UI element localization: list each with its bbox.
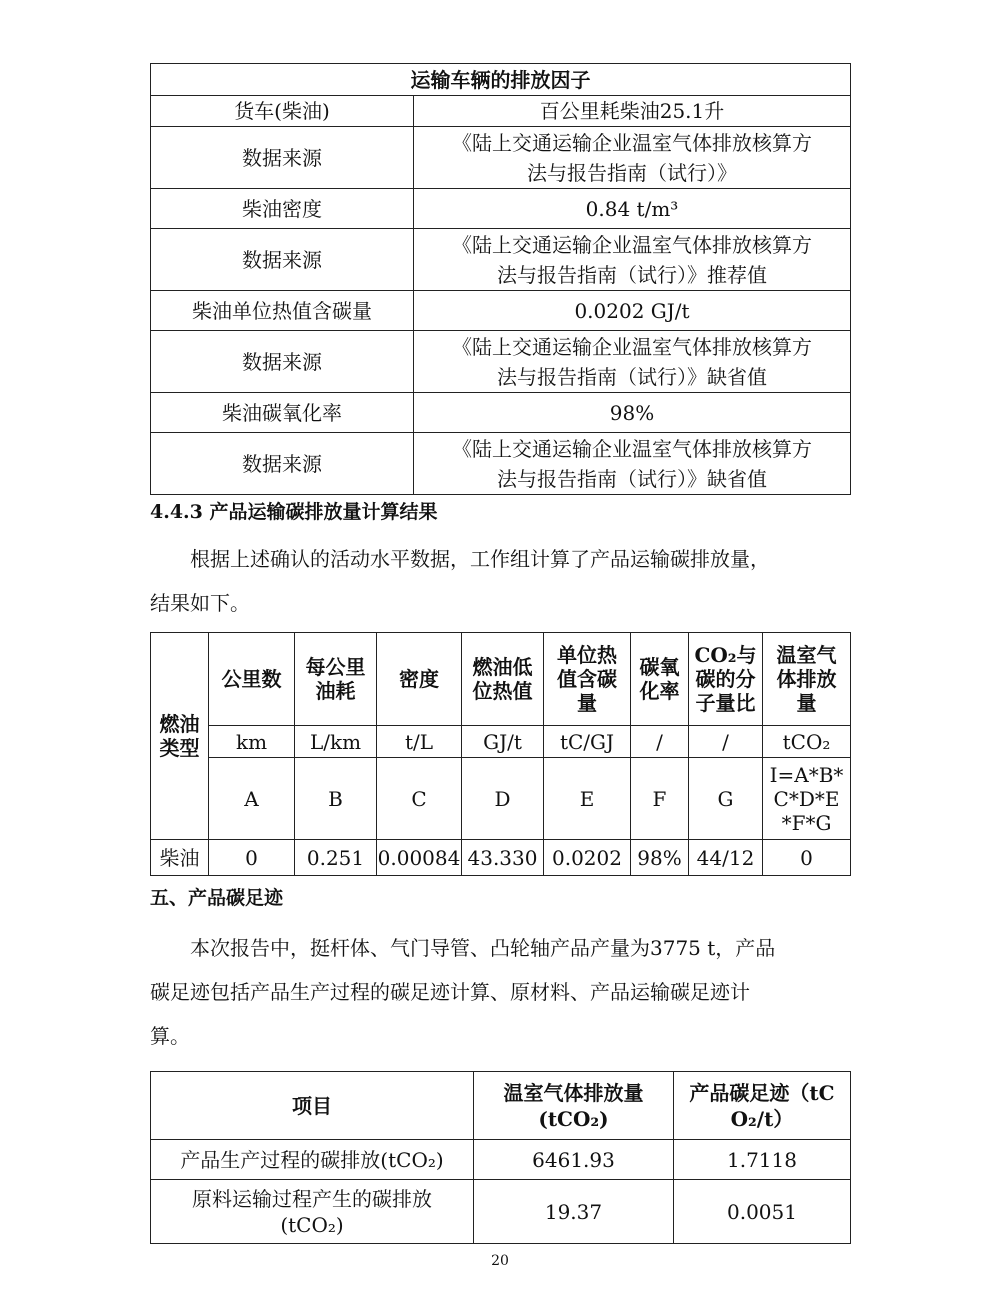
section-heading: 五、产品碳足迹 — [150, 887, 284, 909]
header-line: 量 — [577, 691, 597, 715]
unit-cell: / — [689, 726, 763, 758]
paragraph-line: 结果如下。 — [150, 591, 250, 615]
header-line: (tCO₂) — [538, 1106, 609, 1131]
value-cell: 0 — [763, 840, 851, 876]
letter-cell: C — [377, 758, 462, 840]
row-label: 数据来源 — [151, 433, 414, 495]
transport-emission-table — [150, 632, 851, 876]
letter-cell: E — [544, 758, 631, 840]
header-line: 碳的分 — [695, 667, 756, 691]
source-line: 法与报告指南（试行）》 — [527, 160, 737, 185]
value-cell: 44/12 — [689, 840, 763, 876]
source-line: 法与报告指南（试行）》缺省值 — [497, 466, 767, 491]
footprint-cell: 0.0051 — [674, 1180, 851, 1244]
column-header — [377, 633, 462, 726]
header-line: 油耗 — [315, 679, 356, 703]
carbon-footprint-table — [150, 1071, 851, 1244]
value-cell: 0.0202 — [544, 840, 631, 876]
fuel-cell: 柴油 — [151, 840, 209, 876]
row-value: 98% — [414, 393, 851, 433]
letter-cell: D — [462, 758, 544, 840]
header-line: 位热值 — [472, 679, 533, 703]
header-line: 子量比 — [695, 691, 756, 715]
row-value: 0.0202 GJ/t — [414, 291, 851, 331]
value-cell: 0.251 — [295, 840, 377, 876]
item-line: 原料运输过程产生的碳排放 — [192, 1186, 432, 1211]
row-label: 柴油单位热值含碳量 — [151, 291, 414, 331]
data-source-cell — [414, 229, 851, 291]
emission-header — [474, 1072, 674, 1140]
row-label: 货车(柴油) — [151, 96, 414, 127]
row-label: 数据来源 — [151, 127, 414, 189]
section-heading: 4.4.3 产品运输碳排放量计算结果 — [150, 501, 438, 523]
paragraph-line: 根据上述确认的活动水平数据，工作组计算了产品运输碳排放量， — [150, 547, 770, 571]
column-header — [763, 633, 851, 726]
unit-cell: tC/GJ — [544, 726, 631, 758]
header-line: 碳氧 — [639, 655, 680, 679]
data-source-cell — [414, 127, 851, 189]
paragraph-line: 算。 — [150, 1024, 190, 1048]
unit-cell: GJ/t — [462, 726, 544, 758]
column-header — [544, 633, 631, 726]
header-line: 化率 — [639, 679, 680, 703]
header-line: 产品碳足迹（tC — [689, 1080, 835, 1105]
formula-line: I=A*B* — [769, 762, 844, 787]
row-label: 数据来源 — [151, 331, 414, 393]
header-line: 体排放 — [776, 667, 837, 691]
unit-cell: t/L — [377, 726, 462, 758]
item-cell — [151, 1140, 474, 1180]
header-line: 值含碳 — [557, 667, 617, 691]
header-line: 密度 — [399, 667, 439, 691]
unit-cell: L/km — [295, 726, 377, 758]
column-header — [209, 633, 295, 726]
paragraph — [150, 537, 850, 625]
letter-cell: F — [631, 758, 689, 840]
header-line: 温室气 — [776, 643, 837, 667]
unit-cell: tCO₂ — [763, 726, 851, 758]
value-cell: 98% — [631, 840, 689, 876]
item-line: (tCO₂) — [280, 1212, 344, 1237]
source-line: 《陆上交通运输企业温室气体排放核算方 — [452, 130, 812, 155]
column-header — [631, 633, 689, 726]
formula-line: *F*G — [781, 810, 832, 835]
header-line: O₂/t） — [730, 1106, 794, 1131]
paragraph-line: 本次报告中，挺杆体、气门导管、凸轮轴产品产量为3775 t，产品 — [150, 936, 776, 960]
column-header — [689, 633, 763, 726]
header-line: 量 — [796, 691, 817, 715]
value-cell: 0.00084 — [377, 840, 462, 876]
unit-cell: km — [209, 726, 295, 758]
item-header: 项目 — [151, 1072, 474, 1140]
column-header — [295, 633, 377, 726]
data-source-cell — [414, 433, 851, 495]
item-cell — [151, 1180, 474, 1244]
header-line: 温室气体排放量 — [503, 1080, 644, 1105]
footprint-header — [674, 1072, 851, 1140]
column-header — [462, 633, 544, 726]
value-cell: 43.330 — [462, 840, 544, 876]
row-value: 0.84 t/m³ — [414, 189, 851, 229]
emission-factor-table — [150, 63, 851, 495]
data-source-cell — [414, 331, 851, 393]
header-line: 单位热 — [557, 643, 617, 667]
source-line: 《陆上交通运输企业温室气体排放核算方 — [452, 436, 812, 461]
header-line: 每公里 — [305, 655, 366, 679]
formula-cell — [763, 758, 851, 840]
page-number: 20 — [491, 1253, 509, 1269]
letter-cell: B — [295, 758, 377, 840]
emission-cell: 6461.93 — [474, 1140, 674, 1180]
row-label: 柴油密度 — [151, 189, 414, 229]
source-line: 法与报告指南（试行）》推荐值 — [497, 262, 767, 287]
letter-cell: A — [209, 758, 295, 840]
paragraph-line: 碳足迹包括产品生产过程的碳足迹计算、原材料、产品运输碳足迹计 — [150, 980, 750, 1004]
source-line: 《陆上交通运输企业温室气体排放核算方 — [452, 334, 812, 359]
row-label: 数据来源 — [151, 229, 414, 291]
letter-cell: G — [689, 758, 763, 840]
item-line: 产品生产过程的碳排放(tCO₂) — [180, 1147, 444, 1172]
footprint-cell: 1.7118 — [674, 1140, 851, 1180]
emission-cell: 19.37 — [474, 1180, 674, 1244]
header-line: 公里数 — [221, 667, 282, 691]
header-line: 燃油 — [159, 712, 200, 736]
header-line: CO₂与 — [694, 643, 757, 667]
paragraph — [150, 926, 850, 1058]
table-title: 运输车辆的排放因子 — [151, 64, 851, 96]
source-line: 《陆上交通运输企业温室气体排放核算方 — [452, 232, 812, 257]
row-value: 百公里耗柴油25.1升 — [414, 96, 851, 127]
source-line: 法与报告指南（试行）》缺省值 — [497, 364, 767, 389]
row-label: 柴油碳氧化率 — [151, 393, 414, 433]
formula-line: C*D*E — [773, 786, 840, 811]
unit-cell: / — [631, 726, 689, 758]
value-cell: 0 — [209, 840, 295, 876]
header-line: 类型 — [159, 736, 200, 760]
fuel-type-header — [151, 633, 209, 840]
header-line: 燃油低 — [472, 655, 533, 679]
